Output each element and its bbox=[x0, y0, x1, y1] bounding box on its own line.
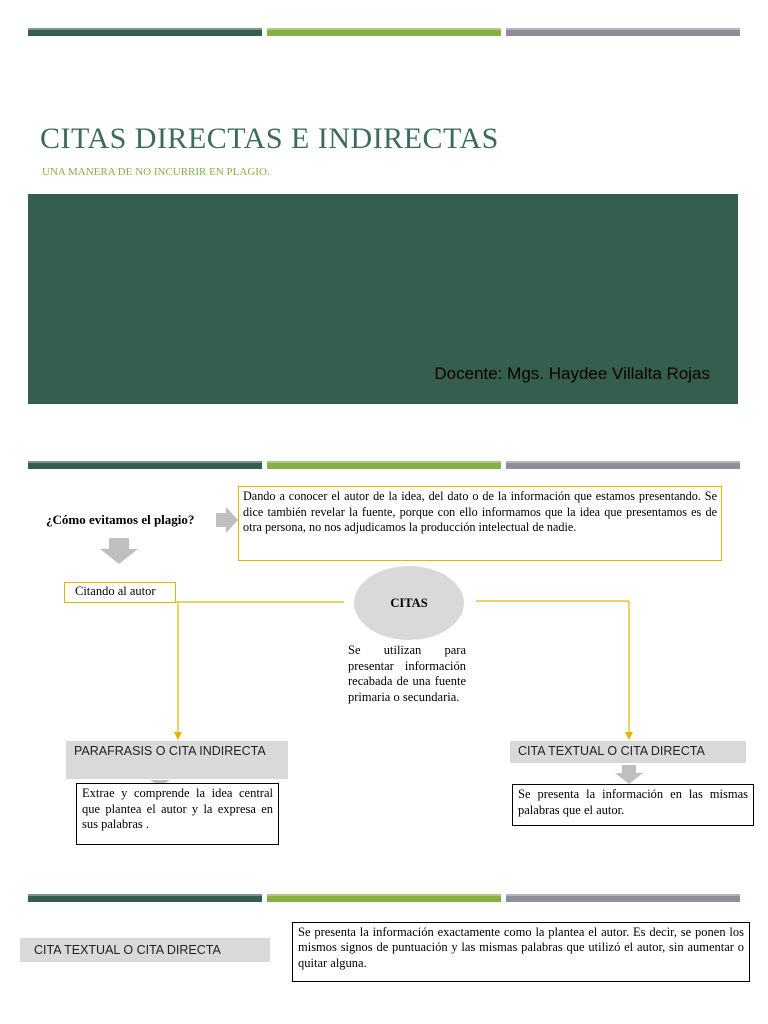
paraphrase-description: Extrae y comprende la idea central que plantea el autor y la expresa en sus palabras . bbox=[76, 783, 279, 845]
header-bar-gray bbox=[506, 28, 740, 36]
header-bar-light-green bbox=[267, 28, 501, 36]
arrow-down-icon bbox=[615, 765, 643, 784]
citing-author-box: Citando al autor bbox=[64, 582, 176, 603]
arrow-right-icon bbox=[216, 507, 238, 533]
textual-quote-description: Se presenta la información en las mismas palabras que el autor. bbox=[512, 784, 754, 826]
header-bar-light-green bbox=[267, 461, 501, 469]
header-bar-dark-green bbox=[28, 461, 262, 469]
direct-quote-label: CITA TEXTUAL O CITA DIRECTA bbox=[20, 938, 270, 962]
arrow-down-icon bbox=[100, 538, 138, 564]
teacher-name: Docente: Mgs. Haydee Villalta Rojas bbox=[434, 364, 710, 383]
title-banner bbox=[28, 194, 738, 404]
header-bar-light-green bbox=[267, 894, 501, 902]
question-text: ¿Cómo evitamos el plagio? bbox=[46, 512, 195, 527]
header-bar-gray bbox=[506, 461, 740, 469]
header-bar-gray bbox=[506, 894, 740, 902]
textual-quote-label: CITA TEXTUAL O CITA DIRECTA bbox=[510, 741, 746, 763]
citas-description: Se utilizan para presentar información recabada de una fuente primaria o secundaria. bbox=[348, 643, 466, 704]
header-bar-dark-green bbox=[28, 894, 262, 902]
slide-title: CITAS DIRECTAS E INDIRECTAS bbox=[40, 122, 499, 155]
slide-subtitle: UNA MANERA DE NO INCURRIR EN PLAGIO. bbox=[42, 166, 270, 178]
citas-node: CITAS bbox=[354, 566, 464, 640]
paraphrase-label: PARAFRASIS O CITA INDIRECTA bbox=[66, 741, 288, 779]
header-bar-dark-green bbox=[28, 28, 262, 36]
answer-box: Dando a conocer el autor de la idea, del dato o de la información que estamos presentando. Se dice también revelar la fuente, porque con ello informamos que la idea que presentamos es de otra persona, no nos adjudicamos la producción intelectual de nadie. bbox=[238, 486, 722, 561]
direct-quote-description: Se presenta la información exactamente como la plantea el autor. Es decir, se ponen los mismos signos de puntuación y las mismas palabras que utilizó el autor, sin aumentar o quitar alguna. bbox=[292, 922, 750, 982]
